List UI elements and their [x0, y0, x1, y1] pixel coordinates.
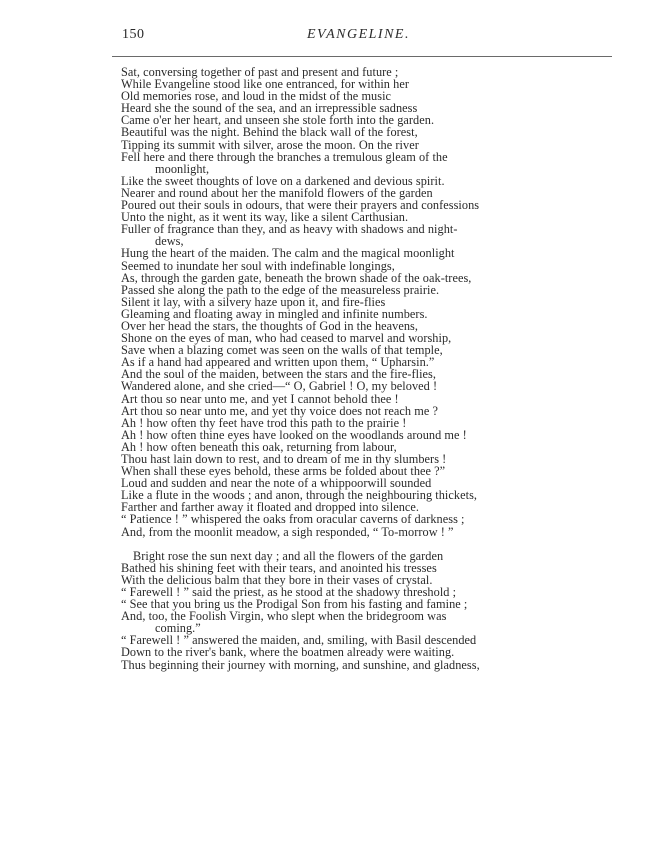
page-header [112, 27, 612, 49]
poem-line: Thou hast lain down to rest, and to dream of me in thy slumbers ! [121, 452, 447, 466]
page-number: 150 [122, 27, 145, 42]
poem-line: Down to the river's bank, where the boatmen already were waiting. [121, 645, 455, 660]
poem-line: Ah ! how often thy feet have trod this path to the prairie ! [121, 415, 407, 430]
poem-line: Ah ! how often thine eyes have looked on the woodlands around me ! [121, 427, 467, 442]
poem-line: Thus beginning their journey with morning, and sunshine, and gladness, [121, 657, 480, 672]
poem-line: Save when a blazing comet was seen on the walls of that temple, [121, 343, 443, 358]
stanza [121, 550, 611, 671]
poem-line: Sat, conversing together of past and present and future ; [121, 65, 399, 79]
poem-line: Nearer and round about her the manifold flowers of the garden [121, 185, 433, 200]
poem-line: Fuller of fragrance than they, and as heavy with shadows and night- [121, 222, 458, 237]
poem-line: Ah ! how often beneath this oak, returning from labour, [121, 439, 397, 454]
poem-line: Poured out their souls in odours, that were their prayers and confessions [121, 198, 480, 213]
poem-line: Old memories rose, and loud in the midst of the music [121, 89, 392, 104]
poem-line: Like the sweet thoughts of love on a darkened and devious spirit. [121, 173, 445, 188]
poem-line: While Evangeline stood like one entranced, for within her [121, 77, 409, 92]
poem-line: With the delicious balm that they bore in their vases of crystal. [121, 572, 433, 587]
poem-line: dews, [155, 234, 184, 249]
poem-line: Passed she along the path to the edge of the measureless prairie. [121, 282, 440, 297]
running-title: EVANGELINE. [307, 27, 410, 42]
poem-line: Art thou so near unto me, and yet thy voice does not reach me ? [121, 403, 438, 418]
poem-line: “ See that you bring us the Prodigal Son from his fasting and famine ; [121, 597, 468, 612]
poem-line: Unto the night, as it went its way, like a silent Carthusian. [121, 210, 409, 225]
poem-line: Fell here and there through the branches a tremulous gleam of the [121, 149, 448, 164]
poem-line: Shone on the eyes of man, who had ceased to marvel and worship, [121, 331, 452, 346]
poem-line: As, through the garden gate, beneath the brown shade of the oak-trees, [121, 270, 472, 285]
poem-line: And, too, the Foolish Virgin, who slept when the bridegroom was [121, 609, 447, 624]
poem-text [121, 66, 611, 671]
poem-line: Heard she the sound of the sea, and an irrepressible sadness [121, 101, 418, 116]
poem-line: Loud and sudden and near the note of a whippoorwill sounded [121, 476, 432, 491]
poem-line: Silent it lay, with a silvery haze upon it, and fire-flies [121, 294, 386, 309]
poem-line: Bathed his shining feet with their tears, and anointed his tresses [121, 560, 437, 575]
stanza [121, 66, 611, 538]
poem-line: Wandered alone, and she cried—“ O, Gabriel ! O, my beloved ! [121, 379, 438, 394]
poem-line: And the soul of the maiden, between the stars and the fire-flies, [121, 367, 437, 382]
poem-line: Bright rose the sun next day ; and all the flowers of the garden [133, 548, 444, 563]
poem-line: Hung the heart of the maiden. The calm and the magical moonlight [121, 246, 455, 261]
header-rule [112, 56, 612, 57]
poem-line: And, from the moonlit meadow, a sigh responded, “ To-morrow ! ” [121, 524, 454, 539]
poem-line: Gleaming and floating away in mingled and infinite numbers. [121, 306, 428, 321]
poem-line: Over her head the stars, the thoughts of God in the heavens, [121, 318, 419, 333]
poem-line: When shall these eyes behold, these arms be folded about thee ?” [121, 464, 446, 479]
poem-line: Seemed to inundate her soul with indefinable longings, [121, 258, 395, 273]
poem-line: coming.” [155, 621, 201, 636]
poem-line: As if a hand had appeared and written upon them, “ Upharsin.” [121, 355, 435, 370]
poem-line: Came o'er her heart, and unseen she stole forth into the garden. [121, 113, 435, 128]
poem-line: Tipping its summit with silver, arose the moon. On the river [121, 137, 419, 152]
poem-line: “ Farewell ! ” answered the maiden, and, smiling, with Basil descended [121, 633, 477, 648]
poem-line: Farther and farther away it floated and dropped into silence. [121, 500, 420, 515]
poem-line: “ Farewell ! ” said the priest, as he stood at the shadowy threshold ; [121, 584, 457, 599]
poem-line: “ Patience ! ” whispered the oaks from oracular caverns of darkness ; [121, 512, 465, 527]
poem-line: Like a flute in the woods ; and anon, through the neighbouring thickets, [121, 488, 478, 503]
poem-line: moonlight, [155, 161, 210, 176]
poem-line: Art thou so near unto me, and yet I cannot behold thee ! [121, 391, 399, 406]
poem-line: Beautiful was the night. Behind the black wall of the forest, [121, 125, 418, 140]
